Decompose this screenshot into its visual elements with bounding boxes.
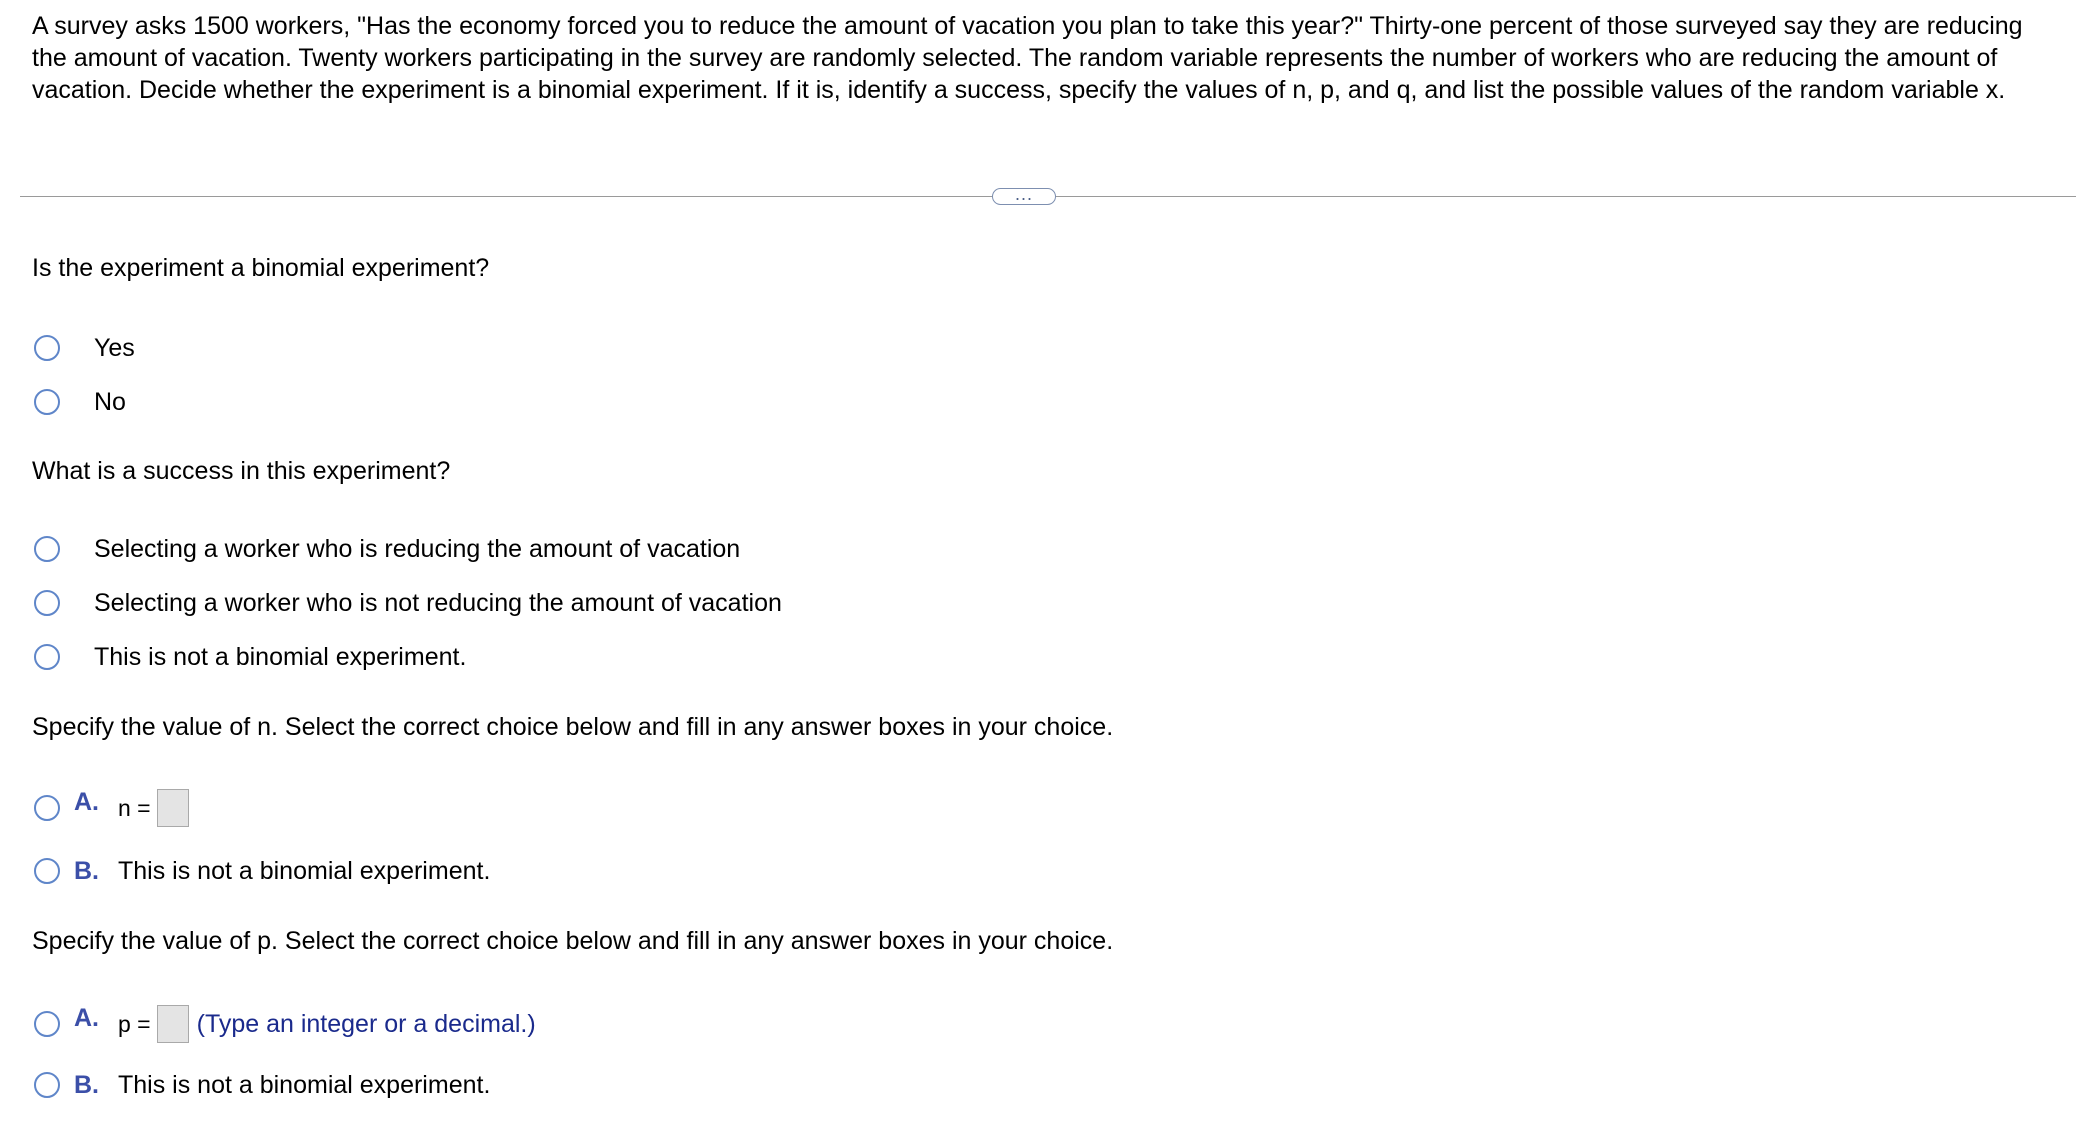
option-no[interactable]: [34, 384, 126, 420]
question-binomial: Is the experiment a binomial experiment?: [32, 254, 490, 282]
option-p-b[interactable]: [34, 1067, 490, 1103]
radio-button[interactable]: [34, 1011, 60, 1037]
option-success-not-binomial[interactable]: [34, 639, 466, 675]
option-label: This is not a binomial experiment.: [94, 643, 467, 671]
option-label: This is not a binomial experiment.: [118, 1071, 491, 1099]
option-label: Selecting a worker who is not reducing the amount of vacation: [94, 589, 782, 617]
option-label: No: [94, 388, 126, 416]
radio-button[interactable]: [34, 389, 60, 415]
input-hint: (Type an integer or a decimal.): [196, 1009, 536, 1038]
option-success-reducing[interactable]: [34, 531, 740, 567]
problem-statement: A survey asks 1500 workers, "Has the economy forced you to reduce the amount of vacation you plan to take this year?" Thirty-one percent of those surveyed say they are reducing the amount of vacation. Twenty workers participating in the survey are randomly selected. The random variable represents the number of workers who are reducing the amount of vacation. Decide whether the experiment is a binomial experiment. If it is, identify a success, specify the values of n, p, and q, and list the possible values of the random variable x.: [32, 12, 2023, 104]
radio-button[interactable]: [34, 795, 60, 821]
more-button[interactable]: [992, 183, 1056, 205]
option-p-a[interactable]: [34, 1002, 536, 1046]
option-label: Yes: [94, 334, 135, 362]
n-equals-label: n =: [118, 794, 151, 821]
ellipsis-icon: ...: [1014, 183, 1033, 204]
question-success: What is a success in this experiment?: [32, 457, 451, 485]
p-answer-box[interactable]: [157, 1005, 189, 1043]
choice-letter: A.: [74, 1003, 99, 1032]
p-equals-label: p =: [118, 1010, 151, 1037]
n-answer-box[interactable]: [157, 789, 189, 827]
radio-button[interactable]: [34, 644, 60, 670]
choice-letter: B.: [74, 856, 99, 885]
question-n-value: Specify the value of n. Select the correct choice below and fill in any answer boxes in your choice.: [32, 713, 1114, 741]
option-success-not-reducing[interactable]: [34, 585, 782, 621]
radio-button[interactable]: [34, 536, 60, 562]
radio-button[interactable]: [34, 1072, 60, 1098]
radio-button[interactable]: [34, 858, 60, 884]
choice-letter: B.: [74, 1070, 99, 1099]
option-n-b[interactable]: [34, 853, 490, 889]
radio-button[interactable]: [34, 335, 60, 361]
option-yes[interactable]: [34, 330, 135, 366]
option-label: Selecting a worker who is reducing the amount of vacation: [94, 535, 741, 563]
option-n-a[interactable]: [34, 786, 189, 830]
radio-button[interactable]: [34, 590, 60, 616]
question-p-value: Specify the value of p. Select the correct choice below and fill in any answer boxes in your choice.: [32, 927, 1114, 955]
choice-letter: A.: [74, 787, 99, 816]
option-label: This is not a binomial experiment.: [118, 857, 491, 885]
